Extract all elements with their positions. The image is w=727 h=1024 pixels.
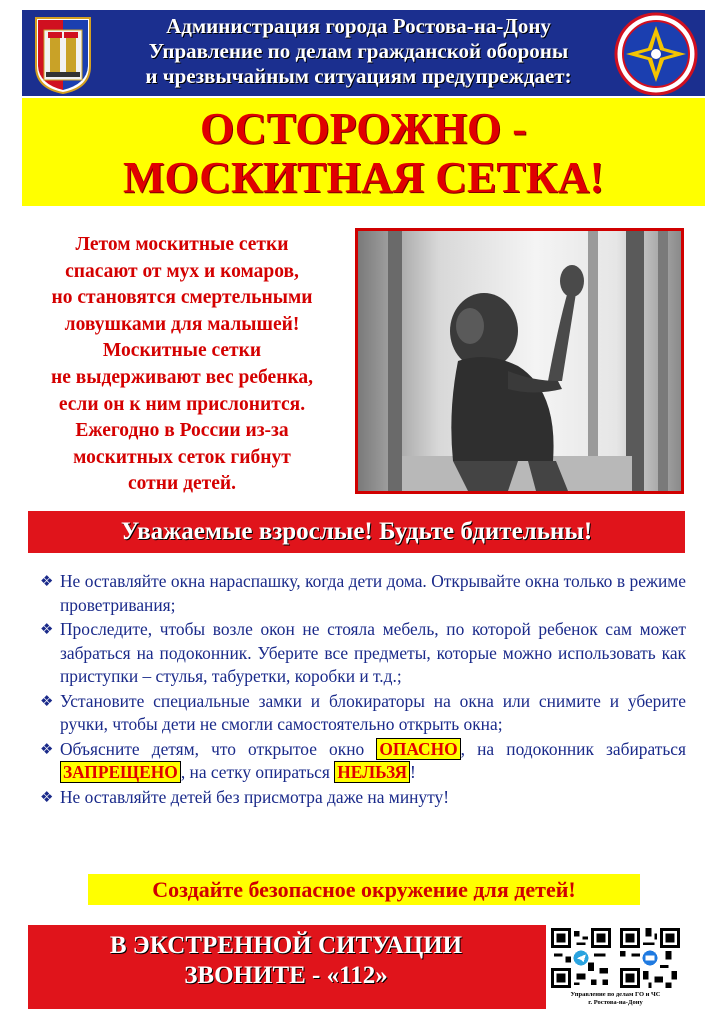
highlight-forbidden: ЗАПРЕЩЕНО bbox=[60, 761, 181, 783]
safe-environment-callout: Создайте безопасное окружение для детей! bbox=[88, 874, 640, 905]
intro-line: но становятся смертельными bbox=[51, 287, 313, 309]
diamond-bullet-icon: ❖ bbox=[40, 739, 54, 758]
tip-text-part: , на сетку опираться bbox=[180, 762, 335, 782]
qr-caption-line-1: Управление по делам ГО и ЧС bbox=[570, 991, 661, 998]
tip-text: Установите специальные замки и блокираторы на окна или снимите и уберите ручки, чтобы дети не смогли самостоятельно открыть окна; bbox=[60, 690, 686, 734]
intro-line: не выдерживают вес ребенка, bbox=[50, 366, 314, 388]
qr-caption bbox=[546, 991, 685, 1007]
header-text bbox=[114, 14, 603, 89]
civil-defense-emblem-icon bbox=[614, 12, 698, 96]
telegram-qr-code-icon[interactable] bbox=[551, 928, 611, 988]
tip-text-part: ! bbox=[410, 762, 416, 782]
list-item bbox=[36, 786, 686, 810]
tip-text-part: Объясните детям, что открытое окно bbox=[60, 738, 377, 759]
footer-line-1: В ЭКСТРЕННОЙ СИТУАЦИИ bbox=[109, 932, 463, 959]
vk-qr-code-icon[interactable] bbox=[620, 928, 680, 988]
header-banner bbox=[22, 10, 705, 96]
list-item bbox=[36, 618, 686, 689]
list-item bbox=[36, 690, 686, 737]
diamond-bullet-icon: ❖ bbox=[40, 620, 54, 638]
qr-caption-line-2: г. Ростова-на-Дону bbox=[588, 999, 643, 1006]
title-line-1: ОСТОРОЖНО - bbox=[200, 104, 527, 153]
intro-line: Летом москитные сетки bbox=[75, 234, 289, 255]
intro-line: сотни детей. bbox=[128, 473, 236, 495]
header-line-2: Управление по делам гражданской обороны bbox=[148, 39, 569, 63]
tip-text: Не оставляйте детей без присмотра даже на минуту! bbox=[60, 786, 449, 807]
rostov-coat-of-arms-icon bbox=[34, 16, 92, 94]
intro-line: москитных сеток гибнут bbox=[73, 446, 291, 468]
footer-line-2: ЗВОНИТЕ - «112» bbox=[184, 962, 388, 989]
header-line-3: и чрезвычайным ситуациям предупреждает: bbox=[145, 64, 572, 88]
intro-line: спасают от мух и комаров, bbox=[65, 260, 299, 282]
intro-line: если он к ним прислонится. bbox=[58, 393, 306, 415]
intro-line: Москитные сетки bbox=[102, 340, 262, 362]
intro-text bbox=[22, 232, 342, 498]
diamond-bullet-icon: ❖ bbox=[40, 691, 54, 710]
title-line-2: МОСКИТНАЯ СЕТКА! bbox=[122, 153, 605, 202]
diamond-bullet-icon: ❖ bbox=[40, 572, 54, 590]
child-at-window-photo bbox=[355, 228, 684, 494]
list-item bbox=[36, 570, 686, 617]
warning-banner: Уважаемые взрослые! Будьте бдительны! bbox=[28, 511, 685, 553]
intro-line: Ежегодно в России из-за bbox=[75, 420, 289, 442]
title-box bbox=[22, 98, 705, 206]
tip-text: Не оставляйте окна нараспашку, когда дети дома. Открывайте окна только в режиме проветривания; bbox=[60, 571, 686, 615]
highlight-not-allowed: НЕЛЬЗЯ bbox=[334, 761, 410, 783]
list-item bbox=[36, 738, 686, 785]
tip-text-part: , на подоконник забираться bbox=[460, 738, 687, 759]
emergency-call-text bbox=[76, 931, 496, 991]
safety-tips-list bbox=[36, 570, 686, 810]
emergency-footer bbox=[28, 925, 685, 1009]
diamond-bullet-icon: ❖ bbox=[40, 787, 54, 806]
intro-line: ловушками для малышей! bbox=[64, 313, 300, 335]
qr-panel bbox=[546, 925, 685, 1009]
tip-text: Проследите, чтобы возле окон не стояла мебель, по которой ребенок сам может забраться на подоконник. Уберите все предметы, которые можно использовать как приступки – стулья, табуретки, коробки и т.д.; bbox=[60, 619, 686, 686]
highlight-dangerous: ОПАСНО bbox=[376, 738, 460, 760]
header-line-1: Администрация города Ростова-на-Дону bbox=[166, 14, 551, 38]
